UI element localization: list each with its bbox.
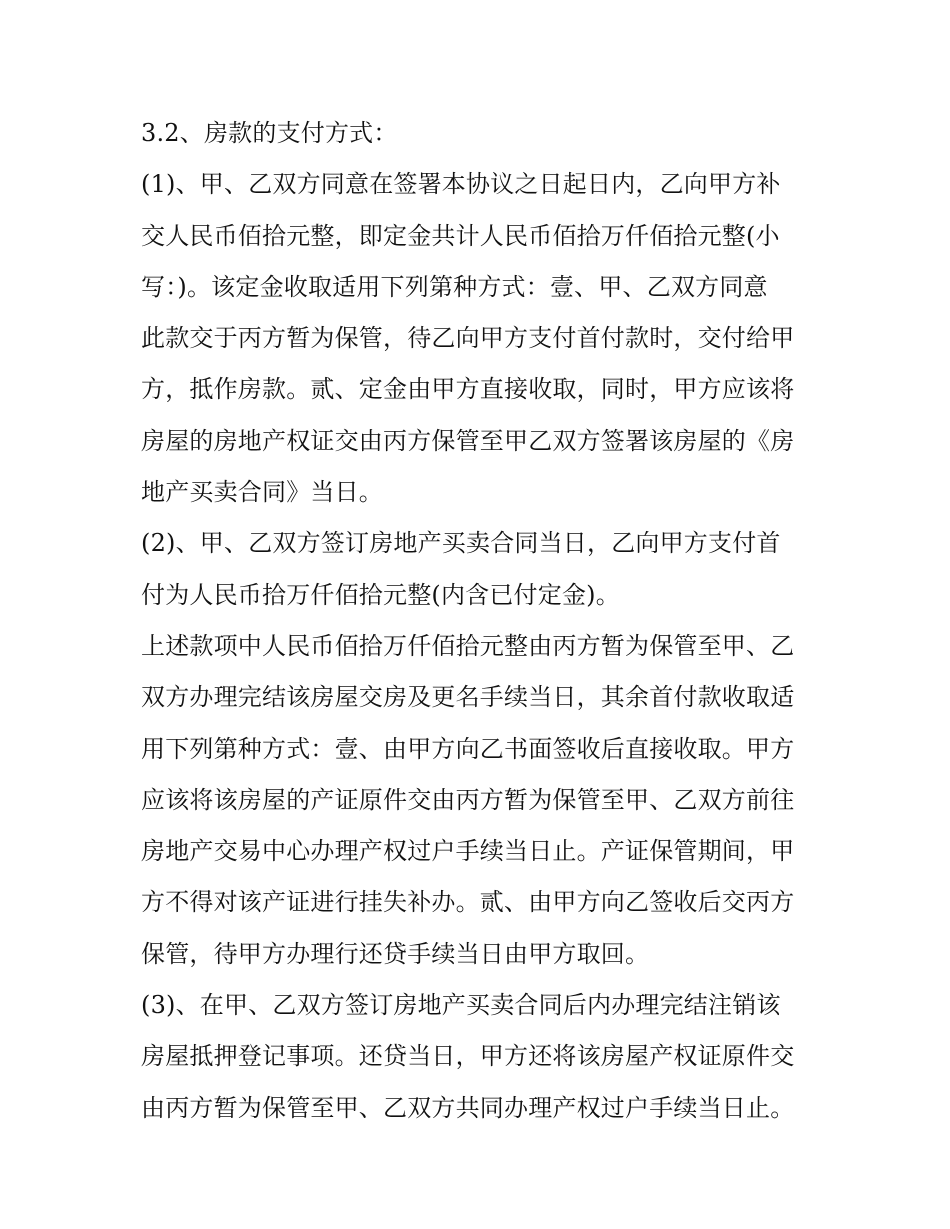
text-line: 上述款项中人民币佰拾万仟佰拾元整由丙方暂为保管至甲、乙	[141, 631, 795, 660]
text-line: 由丙方暂为保管至甲、乙双方共同办理产权过户手续当日止。	[141, 1093, 795, 1122]
text-line: 双方办理完结该房屋交房及更名手续当日，其余首付款收取适	[141, 683, 795, 712]
text-line: 此款交于丙方暂为保管，待乙向甲方支付首付款时，交付给甲	[141, 324, 795, 353]
text-line: 地产买卖合同》当日。	[141, 478, 383, 507]
text-line: 方不得对该产证进行挂失补办。贰、由甲方向乙签收后交丙方	[141, 888, 795, 917]
text-line: 房地产交易中心办理产权过户手续当日止。产证保管期间，甲	[141, 837, 795, 866]
text-line: 房屋抵押登记事项。还贷当日，甲方还将该房屋产权证原件交	[141, 1042, 795, 1071]
text-line: (2)、甲、乙双方签订房地产买卖合同当日，乙向甲方支付首	[141, 529, 781, 558]
text-line: 应该将该房屋的产证原件交由丙方暂为保管至甲、乙双方前往	[141, 785, 795, 814]
text-line: 用下列第种方式：壹、由甲方向乙书面签收后直接收取。甲方	[141, 734, 795, 763]
text-line: 方，抵作房款。贰、定金由甲方直接收取，同时，甲方应该将	[141, 375, 795, 404]
text-line: 写：)。该定金收取适用下列第种方式：壹、甲、乙双方同意	[141, 272, 768, 301]
text-line: 保管，待甲方办理行还贷手续当日由甲方取回。	[141, 939, 650, 968]
text-line: 交人民币佰拾元整，即定金共计人民币佰拾万仟佰拾元整(小	[141, 221, 780, 250]
section-heading: 3.2、房款的支付方式：	[141, 119, 398, 147]
text-line: 房屋的房地产权证交由丙方保管至甲乙双方签署该房屋的《房	[141, 426, 795, 455]
document-body	[141, 108, 816, 1134]
text-line: (3)、在甲、乙双方签订房地产买卖合同后内办理完结注销该	[141, 991, 781, 1020]
text-line: 付为人民币拾万仟佰拾元整(内含已付定金)。	[141, 580, 620, 609]
text-line: (1)、甲、乙双方同意在签署本协议之日起日内，乙向甲方补	[141, 170, 781, 199]
